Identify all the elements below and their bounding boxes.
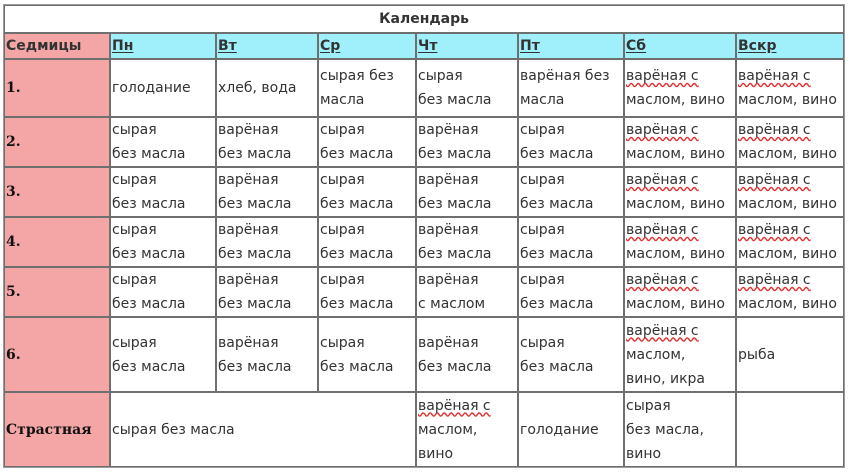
cell-fri: голодание xyxy=(518,392,624,467)
header-mon: Пн xyxy=(110,33,216,59)
header-tue: Вт xyxy=(216,33,318,59)
cell-sun: варёная с маслом, вино xyxy=(736,59,844,117)
cell-fri: варёная без масла xyxy=(518,59,624,117)
table-row xyxy=(4,317,844,392)
cell-sun xyxy=(736,392,844,467)
week-label: 5. xyxy=(4,267,110,317)
cell-thu: варёная с маслом, вино xyxy=(416,392,518,467)
week-label: 3. xyxy=(4,167,110,217)
cell-thu: варёная без масла xyxy=(416,117,518,167)
week-label: 2. xyxy=(4,117,110,167)
week-label: Страстная xyxy=(4,392,110,467)
table-row xyxy=(4,117,844,167)
header-sat: Сб xyxy=(624,33,736,59)
table-row xyxy=(4,167,844,217)
cell-wed: сырая без масла xyxy=(318,267,416,317)
cell-fri: сырая без масла xyxy=(518,117,624,167)
cell-mon: сырая без масла xyxy=(110,267,216,317)
cell-sat: варёная с маслом, вино xyxy=(624,167,736,217)
header-sun: Вскр xyxy=(736,33,844,59)
header-wed: Ср xyxy=(318,33,416,59)
cell-mon: сырая без масла xyxy=(110,117,216,167)
table-row xyxy=(4,217,844,267)
cell-tue: хлеб, вода xyxy=(216,59,318,117)
week-label: 6. xyxy=(4,317,110,392)
cell-sun: варёная с маслом, вино xyxy=(736,167,844,217)
header-thu: Чт xyxy=(416,33,518,59)
cell-thu: варёная без масла xyxy=(416,167,518,217)
cell-thu: варёная с маслом xyxy=(416,267,518,317)
cell-wed: сырая без масла xyxy=(318,317,416,392)
cell-wed: сырая без масла xyxy=(318,59,416,117)
table-title: Календарь xyxy=(4,5,844,33)
table-row xyxy=(4,267,844,317)
header-weeks: Седмицы xyxy=(4,33,110,59)
cell-tue: варёная без масла xyxy=(216,317,318,392)
cell-fri: сырая без масла xyxy=(518,267,624,317)
week-label: 1. xyxy=(4,59,110,117)
cell-thu: варёная без масла xyxy=(416,217,518,267)
cell-sun: варёная с маслом, вино xyxy=(736,117,844,167)
cell-sat: варёная с маслом, вино xyxy=(624,267,736,317)
cell-mon-wed: сырая без масла xyxy=(110,392,416,467)
cell-sun: варёная с маслом, вино xyxy=(736,267,844,317)
cell-tue: варёная без масла xyxy=(216,117,318,167)
cell-tue: варёная без масла xyxy=(216,167,318,217)
cell-thu: варёная без масла xyxy=(416,317,518,392)
cell-sat: варёная с маслом, вино xyxy=(624,117,736,167)
cell-sat: варёная с маслом, вино, икра xyxy=(624,317,736,392)
cell-tue: варёная без масла xyxy=(216,217,318,267)
cell-mon: сырая без масла xyxy=(110,167,216,217)
cell-wed: сырая без масла xyxy=(318,217,416,267)
cell-sun: рыба xyxy=(736,317,844,392)
cell-wed: сырая без масла xyxy=(318,167,416,217)
calendar-container xyxy=(3,4,845,468)
week-label: 4. xyxy=(4,217,110,267)
cell-mon: сырая без масла xyxy=(110,217,216,267)
cell-sat: варёная с маслом, вино xyxy=(624,59,736,117)
header-row xyxy=(4,33,844,59)
cell-fri: сырая без масла xyxy=(518,167,624,217)
cell-sat: сырая без масла, вино xyxy=(624,392,736,467)
cell-mon: сырая без масла xyxy=(110,317,216,392)
table-row xyxy=(4,59,844,117)
header-fri: Пт xyxy=(518,33,624,59)
cell-fri: сырая без масла xyxy=(518,217,624,267)
cell-tue: варёная без масла xyxy=(216,267,318,317)
cell-fri: сырая без масла xyxy=(518,317,624,392)
cell-mon: голодание xyxy=(110,59,216,117)
fasting-calendar-table xyxy=(3,4,845,468)
cell-sat: варёная с маслом, вино xyxy=(624,217,736,267)
cell-wed: сырая без масла xyxy=(318,117,416,167)
cell-sun: варёная с маслом, вино xyxy=(736,217,844,267)
cell-thu: сырая без масла xyxy=(416,59,518,117)
table-row-passion-week xyxy=(4,392,844,467)
